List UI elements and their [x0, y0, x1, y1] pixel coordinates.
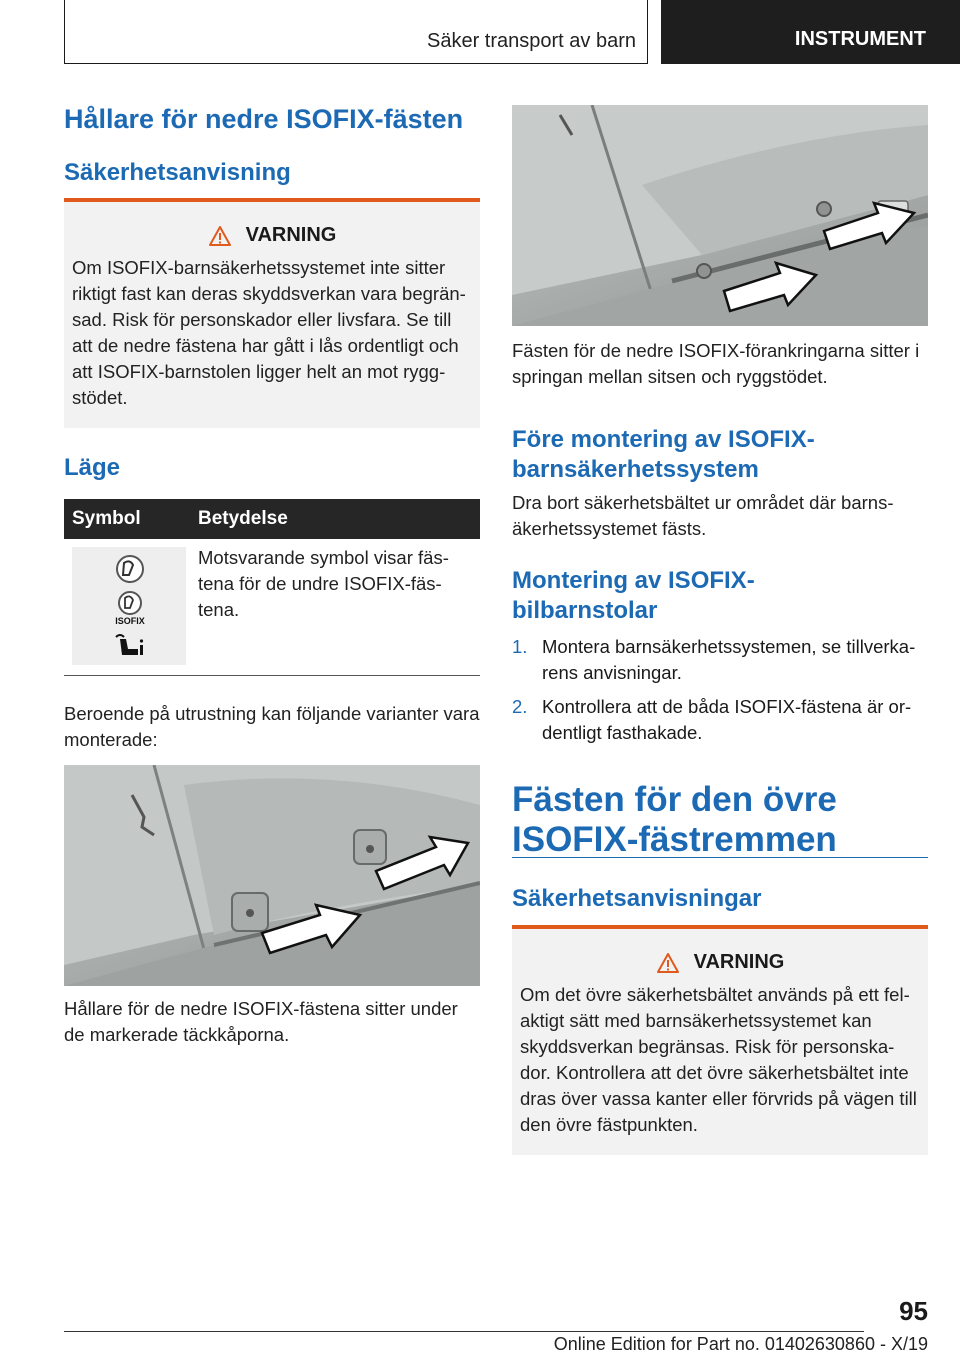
- table-header-symbol: Symbol: [72, 508, 141, 529]
- warning-triangle-icon: [208, 225, 232, 247]
- isofix-icon-label: ISOFIX: [115, 616, 145, 626]
- isofix-symbol-panel: [72, 547, 186, 665]
- table-row: [64, 539, 480, 676]
- warning-header-2: [520, 951, 920, 974]
- warning-triangle-icon: [656, 952, 680, 974]
- step-text: Montera barnsäkerhetssystemen, se tillverka-rens anvisningar.: [542, 636, 916, 683]
- mount-steps: [512, 634, 928, 754]
- symbol-table: [64, 499, 480, 676]
- seat-illustration: [64, 765, 480, 986]
- before-mount-heading: Före montering av ISOFIX-barnsäkerhetssystem: [512, 426, 815, 483]
- section-title: Säker transport av barn: [427, 30, 636, 52]
- footer-rule: [64, 1331, 864, 1332]
- warning-label-2: VARNING: [693, 951, 785, 973]
- photo-caption-right: Fästen för de nedre ISOFIX-förankringarna sitter i springan mellan sitsen och ryggstödet.: [512, 340, 920, 387]
- warning-box: [64, 198, 480, 428]
- step-item: [512, 694, 928, 746]
- step-item: [512, 634, 928, 686]
- table-header: [64, 499, 480, 539]
- warning-header: [72, 224, 472, 247]
- table-meaning-text: Motsvarande symbol visar fäs-tena för de undre ISOFIX-fäs-tena.: [198, 547, 449, 620]
- warning-text-2: Om det övre säkerhetsbältet används på ett fel-aktigt sätt med barnsäkerhetssystemet kan skyddsverkan begränsas. Risk för personska-dor. Kontrollera att det övre säkerhetsbältet inte dras över vassa kanter eller förvrids på vägen till den övre fästpunkten.: [520, 984, 917, 1135]
- step-number: 2.: [512, 696, 528, 717]
- step-text: Kontrollera att de båda ISOFIX-fästena är or-dentligt fasthakade.: [542, 696, 912, 743]
- section-heading: Hållare för nedre ISOFIX-fästen: [64, 104, 464, 134]
- top-tether-heading: Fästen för den övre ISOFIX-fästremmen: [512, 780, 837, 859]
- isofix-child-seat-icon: [72, 547, 186, 665]
- warning-label: VARNING: [245, 224, 337, 246]
- page-number: 95: [899, 1296, 928, 1326]
- edition-note: Online Edition for Part no. 01402630860 - X/19: [553, 1334, 928, 1354]
- variants-paragraph: Beroende på utrustning kan följande varianter vara monterade:: [64, 703, 480, 750]
- seat-gap-illustration: [512, 105, 928, 326]
- lage-heading: Läge: [64, 454, 121, 481]
- seat-photo-gap-anchors: [512, 105, 928, 326]
- before-mount-text: Dra bort säkerhetsbältet ur området där barns-äkerhetssystemet fästs.: [512, 492, 894, 539]
- table-cell-symbol: [64, 539, 188, 675]
- seat-photo-lower-anchors: [64, 765, 480, 986]
- table-cell-meaning: [188, 539, 480, 675]
- warning-text: Om ISOFIX-barnsäkerhetssystemet inte sitter riktigt fast kan deras skyddsverkan vara begrän-sad. Risk för personskador eller livsfara. Se till att de nedre fästena har gått i lås ordentligt och att ISOFIX-barnstolen ligger helt an mot rygg-stödet.: [72, 257, 466, 408]
- heading-rule: [512, 857, 928, 858]
- photo-caption-left: Hållare för de nedre ISOFIX-fästena sitter under de markerade täckkåporna.: [64, 998, 458, 1045]
- table-header-meaning: Betydelse: [198, 508, 288, 529]
- chapter-tab[interactable]: INSTRUMENT: [661, 0, 960, 64]
- mount-heading: Montering av ISOFIX-bilbarnstolar: [512, 567, 755, 624]
- subsection-heading: Säkerhetsanvisning: [64, 159, 291, 186]
- safety-heading: Säkerhetsanvisningar: [512, 885, 762, 912]
- warning-box-2: [512, 925, 928, 1155]
- step-number: 1.: [512, 636, 528, 657]
